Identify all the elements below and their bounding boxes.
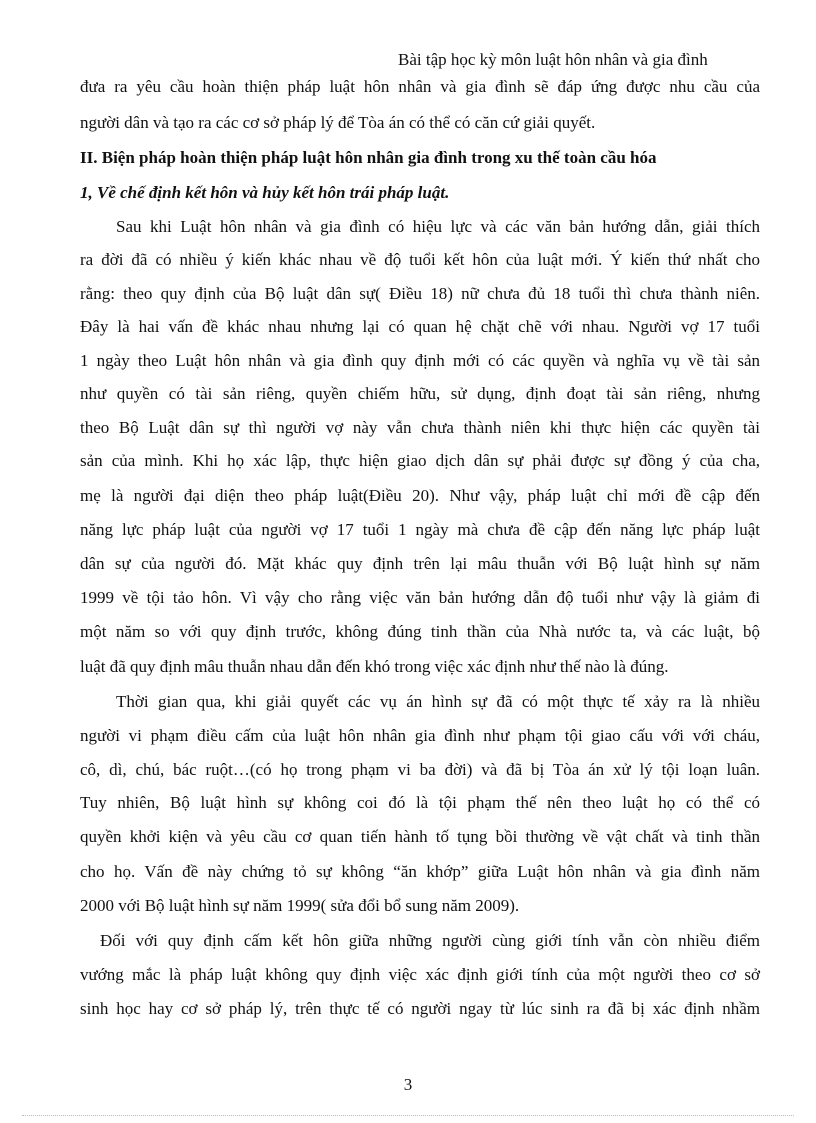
text-line: ra đời đã có nhiều ý kiến khác nhau về độ tuổi kết hôn của luật mới. Ý kiến thứ nhất cho — [80, 250, 760, 269]
text-line: rằng: theo quy định của Bộ luật dân sự( Điều 18) nữ chưa đủ 18 tuổi thì chưa thành niên. — [80, 284, 760, 303]
page-number: 3 — [403, 1075, 413, 1094]
text-line: người vi phạm điều cấm của luật hôn nhân gia đình như phạm tội giao cấu với với cháu, — [80, 726, 760, 745]
text-line: Đối với quy định cấm kết hôn giữa những người cùng giới tính vẫn còn nhiều điểm — [100, 931, 760, 950]
subsection-heading: 1, Về chế định kết hôn và hủy kết hôn trái pháp luật. — [80, 183, 450, 202]
text-line: người dân và tạo ra các cơ sở pháp lý để Tòa án có thể có căn cứ giải quyết. — [80, 113, 596, 132]
text-line: như quyền có tài sản riêng, quyền chiếm hữu, sử dụng, định đoạt tài sản riêng, nhưng — [80, 384, 760, 403]
text-line: vướng mắc là pháp luật không quy định việc xác định giới tính của một người theo cơ sở — [80, 965, 760, 984]
section-heading: II. Biện pháp hoàn thiện pháp luật hôn nhân gia đình trong xu thế toàn cầu hóa — [80, 148, 657, 167]
text-line: 2000 với Bộ luật hình sự năm 1999( sửa đổi bổ sung năm 2009). — [80, 896, 520, 915]
text-line: 1 ngày theo Luật hôn nhân và gia đình quy định mới có các quyền và nghĩa vụ về tài sản — [80, 351, 760, 370]
text-line: mẹ là người đại diện theo pháp luật(Điều 20). Như vậy, pháp luật chỉ mới đề cập đến — [80, 486, 760, 505]
text-line: dân sự của người đó. Mặt khác quy định trên lại mâu thuẫn với Bộ luật hình sự năm — [80, 554, 760, 573]
text-line: Thời gian qua, khi giải quyết các vụ án hình sự đã có một thực tế xảy ra là nhiều — [116, 692, 760, 711]
text-line: Sau khi Luật hôn nhân và gia đình có hiệu lực và các văn bản hướng dẫn, giải thích — [116, 217, 760, 236]
text-line: luật đã quy định mâu thuẫn nhau dẫn đến khó trong việc xác định như thế nào là đúng. — [80, 657, 669, 676]
running-header: Bài tập học kỳ môn luật hôn nhân và gia đình — [398, 50, 708, 69]
text-line: cô, dì, chú, bác ruột…(có họ trong phạm vi ba đời) và đã bị Tòa án xử lý tội loạn luân. — [80, 760, 760, 779]
page-bottom-dotted-rule — [22, 1115, 794, 1116]
text-line: một năm so với quy định trước, không đúng tinh thần của Nhà nước ta, và các luật, bộ — [80, 622, 760, 641]
text-line: cho họ. Vấn đề này chứng tỏ sự không “ăn khớp” giữa Luật hôn nhân và gia đình năm — [80, 862, 760, 881]
text-line: Đây là hai vấn đề khác nhau nhưng lại có quan hệ chặt chẽ với nhau. Người vợ 17 tuổi — [80, 317, 760, 336]
text-line: sản của mình. Khi họ xác lập, thực hiện giao dịch dân sự phải được sự đồng ý của cha, — [80, 451, 760, 470]
text-line: 1999 về tội tảo hôn. Vì vậy cho rằng việc văn bản hướng dẫn độ tuổi như vậy là giảm đi — [80, 588, 760, 607]
text-line: đưa ra yêu cầu hoàn thiện pháp luật hôn nhân và gia đình sẽ đáp ứng được nhu cầu của — [80, 77, 760, 96]
text-line: quyền khởi kiện và yêu cầu cơ quan tiến hành tố tụng bồi thường về vật chất và tinh thần — [80, 827, 760, 846]
text-line: sinh học hay cơ sở pháp lý, trên thực tế có người ngay từ lúc sinh ra đã bị xác định nhầm — [80, 999, 760, 1018]
text-line: năng lực pháp luật của người vợ 17 tuổi 1 ngày mà chưa đề cập đến năng lực pháp luật — [80, 520, 760, 539]
text-line: Tuy nhiên, Bộ luật hình sự không coi đó là tội phạm thế nên theo luật họ có thể có — [80, 793, 760, 812]
text-line: theo Bộ Luật dân sự thì người vợ này vẫn chưa thành niên khi thực hiện các quyền tài — [80, 418, 760, 437]
